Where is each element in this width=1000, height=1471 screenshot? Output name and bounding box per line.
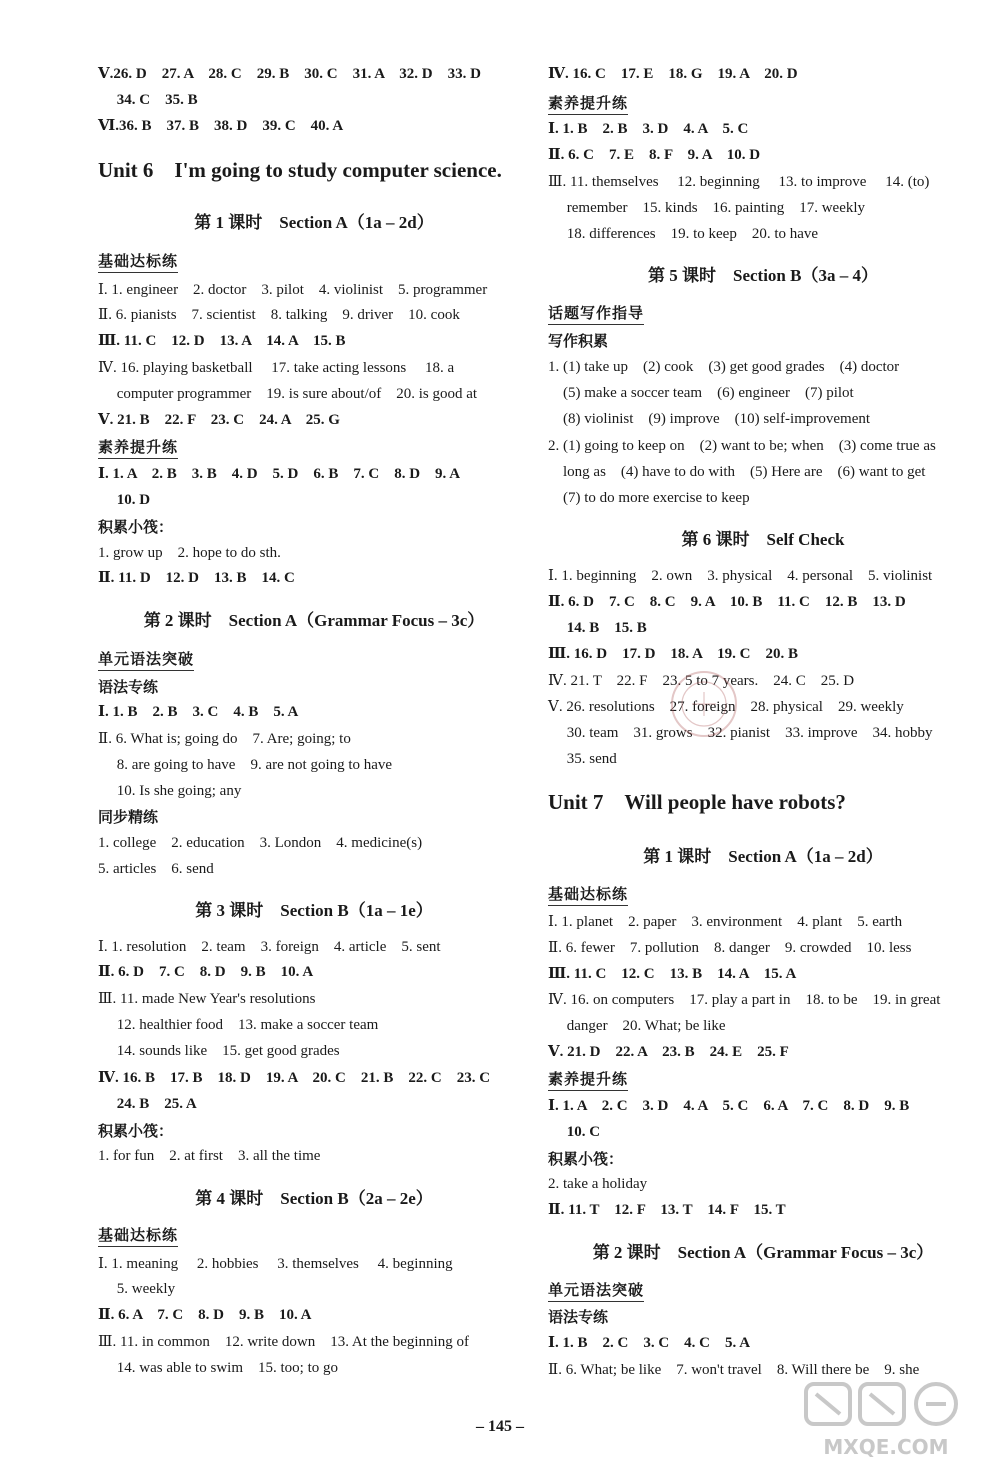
answer-line: danger 20. What; be like <box>548 1018 726 1034</box>
unit-title: Unit 7 Will people have robots? <box>548 790 846 814</box>
subheading: 语法专练 <box>548 1308 609 1326</box>
category-label: 基础达标练 <box>98 250 178 273</box>
answer-line: 10. C <box>548 1124 601 1140</box>
answer-line: Ⅱ. 6. fewer 7. pollution 8. danger 9. crowded 10. less <box>548 940 912 956</box>
section-category <box>548 302 978 325</box>
lesson-heading: 第 6 课时 Self Check <box>681 530 845 549</box>
answer-line: 1. (1) take up (2) cook (3) get good grades (4) doctor <box>548 359 900 375</box>
answer-line: 12. healthier food 13. make a soccer team <box>98 1017 379 1033</box>
answer-line: Ⅰ. 1. engineer 2. doctor 3. pilot 4. violinist 5. programmer <box>98 282 488 298</box>
answer-line: Ⅳ. 21. T 22. F 23. 5 to 7 years. 24. C 25. D <box>548 673 855 689</box>
section-category <box>548 1279 978 1302</box>
page-number: – 145 – <box>476 1418 524 1435</box>
answer-line: 1. for fun 2. at first 3. all the time <box>98 1148 321 1164</box>
answer-line: Ⅴ. 26. resolutions 27. foreign 28. physical 29. weekly <box>548 699 904 715</box>
category-label: 话题写作指导 <box>548 302 644 325</box>
answer-line: Ⅲ. 11. in common 12. write down 13. At the beginning of <box>98 1334 469 1350</box>
answer-line: (5) make a soccer team (6) engineer (7) pilot <box>548 385 854 401</box>
stamp-icon <box>668 668 740 740</box>
watermark-logo <box>786 1380 986 1464</box>
answer-line: Ⅳ. 16. C 17. E 18. G 19. A 20. D <box>548 66 798 82</box>
lesson-heading: 第 3 课时 Section B（1a – 1e） <box>195 901 433 920</box>
lesson-heading: 第 1 课时 Section A（1a – 2d） <box>194 213 434 232</box>
answer-line: 30. team 31. grows 32. pianist 33. improve 34. hobby <box>548 725 933 741</box>
answer-line: Ⅰ. 1. A 2. C 3. D 4. A 5. C 6. A 7. C 8. D 9. B <box>548 1098 910 1114</box>
category-label: 单元语法突破 <box>548 1279 644 1302</box>
category-label: 素养提升练 <box>548 92 628 115</box>
answer-line: Ⅲ. 11. made New Year's resolutions <box>98 991 316 1007</box>
category-label: 素养提升练 <box>98 436 178 459</box>
answer-line: 35. send <box>548 751 617 767</box>
answer-line: Ⅱ. 6. What; be like 7. won't travel 8. Will there be 9. she <box>548 1362 920 1378</box>
answer-line: Ⅰ. 1. planet 2. paper 3. environment 4. plant 5. earth <box>548 914 903 930</box>
answer-line: long as (4) have to do with (5) Here are (6) want to get <box>548 464 926 480</box>
answer-line: remember 15. kinds 16. painting 17. weekly <box>548 200 866 216</box>
category-label: 单元语法突破 <box>98 648 194 671</box>
answer-line: computer programmer 19. is sure about/of 20. is good at <box>98 386 478 402</box>
answer-line: Ⅲ. 11. C 12. C 13. B 14. A 15. A <box>548 966 797 982</box>
answer-line: Ⅰ. 1. A 2. B 3. B 4. D 5. D 6. B 7. C 8. D 9. A <box>98 466 461 482</box>
answer-line: 2. take a holiday <box>548 1176 648 1192</box>
answer-line: Ⅵ.36. B 37. B 38. D 39. C 40. A <box>98 118 344 134</box>
category-label: 素养提升练 <box>548 1068 628 1091</box>
answer-line: Ⅱ. 11. T 12. F 13. T 14. F 15. T <box>548 1202 786 1218</box>
answer-line: Ⅱ. 6. pianists 7. scientist 8. talking 9. driver 10. cook <box>98 307 460 323</box>
answer-line: Ⅰ. 1. B 2. C 3. C 4. C 5. A <box>548 1335 751 1351</box>
answer-line: 34. C 35. B <box>98 92 198 108</box>
lesson-heading: 第 2 课时 Section A（Grammar Focus – 3c） <box>143 611 485 630</box>
answer-line: 14. B 15. B <box>548 620 647 636</box>
subheading: 同步精练 <box>98 808 159 826</box>
subheading: 写作积累 <box>548 332 609 350</box>
section-category <box>98 436 530 459</box>
subheading: 积累小筏： <box>98 518 174 536</box>
lesson-heading: 第 1 课时 Section A（1a – 2d） <box>643 847 883 866</box>
section-category <box>548 883 978 906</box>
section-category <box>98 1224 530 1247</box>
lesson-heading: 第 5 课时 Section B（3a – 4） <box>648 266 878 285</box>
subheading: 积累小筏： <box>98 1122 174 1140</box>
answer-line: 8. are going to have 9. are not going to have <box>98 757 393 773</box>
answer-line: Ⅱ. 6. A 7. C 8. D 9. B 10. A <box>98 1307 312 1323</box>
answer-line: Ⅱ. 6. C 7. E 8. F 9. A 10. D <box>548 147 761 163</box>
answer-line: 10. D <box>98 492 151 508</box>
lesson-heading: 第 2 课时 Section A（Grammar Focus – 3c） <box>592 1243 934 1262</box>
category-label: 基础达标练 <box>98 1224 178 1247</box>
answer-line: Ⅰ. 1. beginning 2. own 3. physical 4. personal 5. violinist <box>548 568 933 584</box>
section-category <box>548 1068 978 1091</box>
answer-line: Ⅱ. 11. D 12. D 13. B 14. C <box>98 570 295 586</box>
answer-line: (8) violinist (9) improve (10) self-improvement <box>548 411 871 427</box>
section-category <box>98 250 530 273</box>
subheading: 语法专练 <box>98 678 159 696</box>
answer-line: Ⅰ. 1. meaning 2. hobbies 3. themselves 4. beginning <box>98 1256 453 1272</box>
answer-line: Ⅲ. 11. themselves 12. beginning 13. to improve 14. (to) <box>548 174 930 190</box>
answer-line: 1. college 2. education 3. London 4. medicine(s) <box>98 835 423 851</box>
answer-line: Ⅲ. 11. C 12. D 13. A 14. A 15. B <box>98 333 346 349</box>
answer-line: Ⅴ. 21. B 22. F 23. C 24. A 25. G <box>98 412 340 428</box>
subheading: 积累小筏： <box>548 1150 624 1168</box>
answer-line: 24. B 25. A <box>98 1096 197 1112</box>
answer-line: Ⅳ. 16. B 17. B 18. D 19. A 20. C 21. B 22. C 23. C <box>98 1070 491 1086</box>
unit-title: Unit 6 I'm going to study computer science. <box>98 158 502 182</box>
answer-line: Ⅳ. 16. playing basketball 17. take acting lessons 18. a <box>98 360 455 376</box>
answer-line: Ⅰ. 1. resolution 2. team 3. foreign 4. article 5. sent <box>98 939 441 955</box>
section-category <box>548 92 978 115</box>
answer-line: 10. Is she going; any <box>98 783 242 799</box>
answer-line: 5. weekly <box>98 1281 176 1297</box>
section-category <box>98 648 530 671</box>
answer-line: Ⅴ.26. D 27. A 28. C 29. B 30. C 31. A 32. D 33. D <box>98 66 481 82</box>
answer-line: Ⅰ. 1. B 2. B 3. D 4. A 5. C <box>548 121 749 137</box>
answer-line: (7) to do more exercise to keep <box>548 490 750 506</box>
answer-line: Ⅱ. 6. D 7. C 8. D 9. B 10. A <box>98 964 314 980</box>
watermark-icon <box>786 1380 986 1464</box>
answer-line: Ⅱ. 6. What is; going do 7. Are; going; to <box>98 731 351 747</box>
answer-line: 2. (1) going to keep on (2) want to be; when (3) come true as <box>548 438 936 454</box>
answer-line: 14. was able to swim 15. too; to go <box>98 1360 338 1376</box>
answer-line: 1. grow up 2. hope to do sth. <box>98 545 281 561</box>
watermark-text: MXQE.COM <box>823 1435 949 1459</box>
answer-line: Ⅳ. 16. on computers 17. play a part in 18. to be 19. in great <box>548 992 941 1008</box>
answer-line: 5. articles 6. send <box>98 861 214 877</box>
answer-line: Ⅲ. 16. D 17. D 18. A 19. C 20. B <box>548 646 798 662</box>
answer-line: 18. differences 19. to keep 20. to have <box>548 226 819 242</box>
answer-line: 14. sounds like 15. get good grades <box>98 1043 340 1059</box>
answer-line: Ⅱ. 6. D 7. C 8. C 9. A 10. B 11. C 12. B 13. D <box>548 594 906 610</box>
answer-line: Ⅴ. 21. D 22. A 23. B 24. E 25. F <box>548 1044 789 1060</box>
answer-line: Ⅰ. 1. B 2. B 3. C 4. B 5. A <box>98 704 299 720</box>
category-label: 基础达标练 <box>548 883 628 906</box>
lesson-heading: 第 4 课时 Section B（2a – 2e） <box>195 1189 433 1208</box>
